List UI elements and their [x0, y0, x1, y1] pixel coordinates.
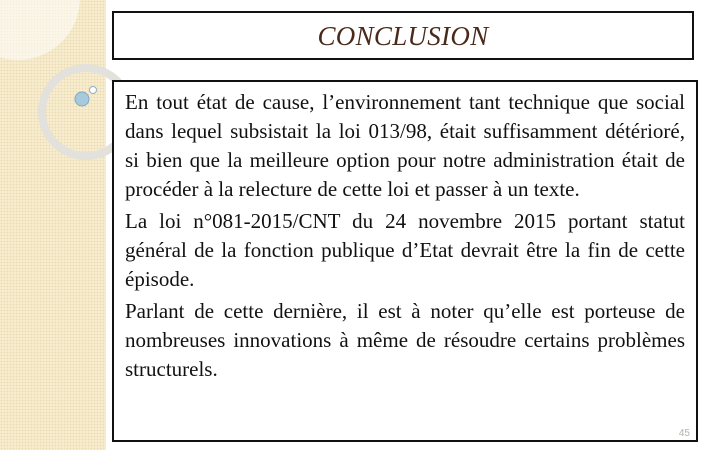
- deco-small-dot: [90, 87, 97, 94]
- paragraph-3: Parlant de cette dernière, il est à noter qu’elle est porteuse de nombreuses innovations à même de résoudre certains problèmes structurels.: [125, 299, 685, 381]
- deco-bullet-dot: [75, 92, 89, 106]
- slide-title: CONCLUSION: [317, 21, 489, 51]
- paragraph-2: La loi n°081-2015/CNT du 24 novembre 2015 portant statut général de la fonction publique d’Etat devrait être la fin de cette épisode.: [125, 209, 685, 291]
- content-box: [112, 80, 698, 442]
- paragraph-1: En tout état de cause, l’environnement tant technique que social dans lequel subsistait la loi 013/98, était suffisamment détérioré, si bien que la meilleure option pour notre administration était de procéder à la relecture de cette loi et passer à un texte.: [125, 90, 685, 201]
- deco-ring-top: [0, 0, 80, 60]
- page-number: 45: [678, 428, 690, 439]
- title-box: [112, 11, 694, 60]
